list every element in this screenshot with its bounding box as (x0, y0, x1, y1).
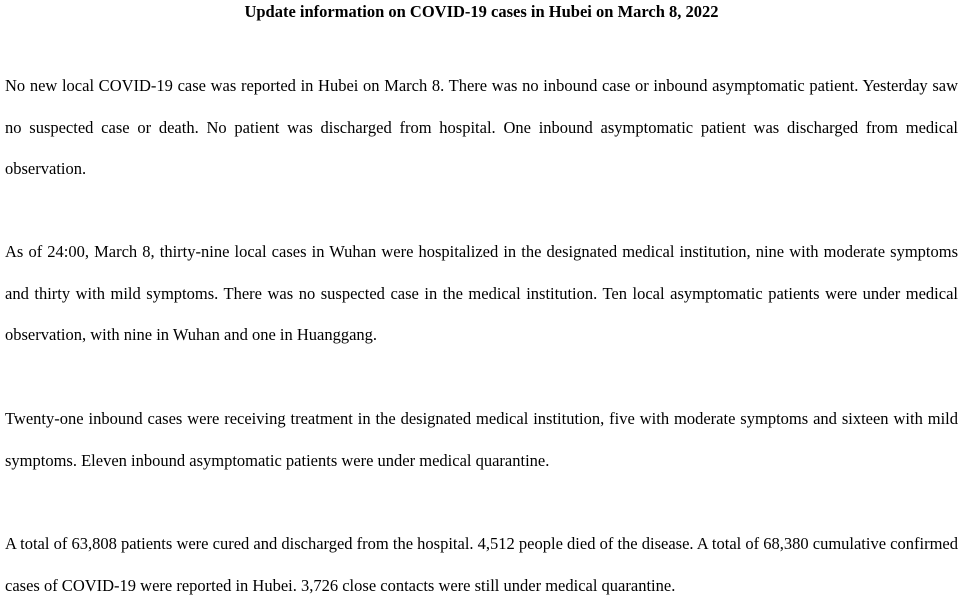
paragraph-hospitalized: As of 24:00, March 8, thirty-nine local cases in Wuhan were hospitalized in the designated medical institution, nine with moderate symptoms and thirty with mild symptoms. There was no suspected case in the medical institution. Ten local asymptomatic patients were under medical observation, with nine in Wuhan and one in Huanggang. (5, 242, 958, 344)
paragraph-inbound: Twenty-one inbound cases were receiving treatment in the designated medical institution, five with moderate symptoms and sixteen with mild symptoms. Eleven inbound asymptomatic patients were under medical quarantine. (5, 409, 958, 470)
paragraph-local-cases: No new local COVID-19 case was reported in Hubei on March 8. There was no inbound case or inbound asymptomatic patient. Yesterday saw no suspected case or death. No patient was discharged from hospital. One inbound asymptomatic patient was discharged from medical observation. (5, 76, 958, 178)
document-title: Update information on COVID-19 cases in Hubei on March 8, 2022 (244, 2, 719, 21)
paragraph-totals: A total of 63,808 patients were cured and discharged from the hospital. 4,512 people died of the disease. A total of 68,380 cumulative confirmed cases of COVID-19 were reported in Hubei. 3,726 close contacts were still under medical quarantine. (5, 534, 958, 595)
